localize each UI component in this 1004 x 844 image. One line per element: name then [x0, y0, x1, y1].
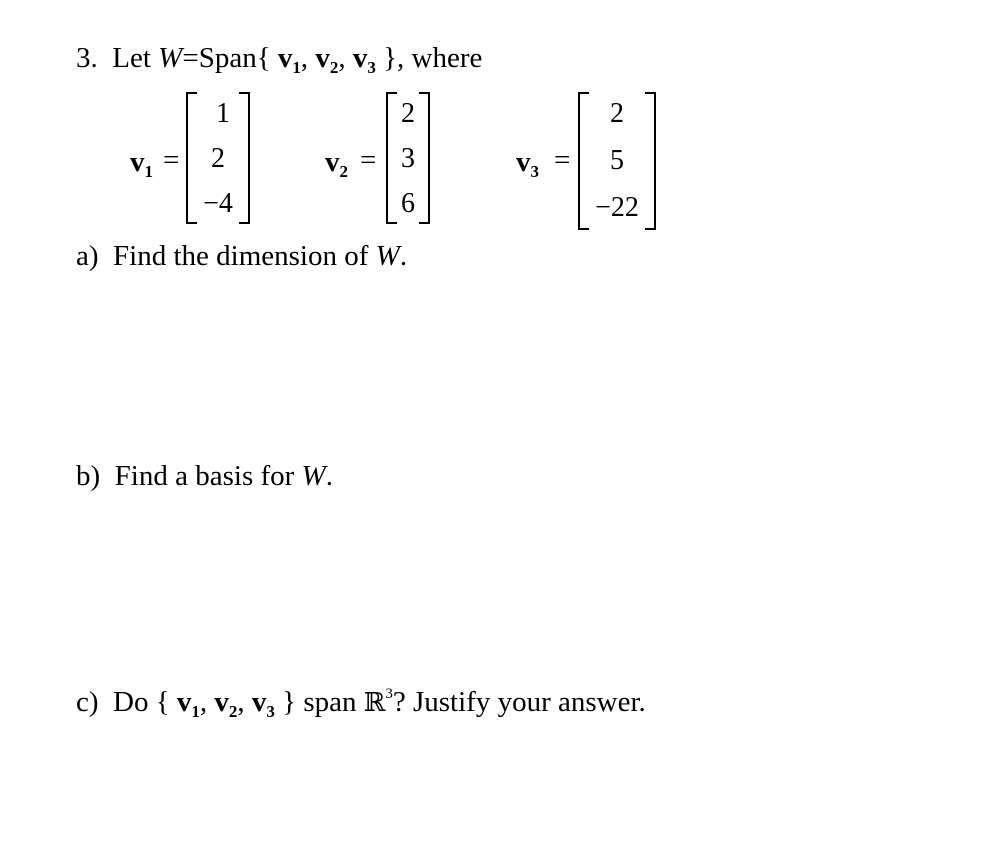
comma: , [338, 42, 346, 74]
close-brace: } [383, 42, 398, 74]
problem-number: 3. [76, 42, 98, 74]
vector-v1-entry: 1 [216, 98, 230, 129]
comma: , [237, 686, 245, 718]
vector-v3-matrix [578, 92, 656, 230]
let-word: Let [112, 42, 151, 74]
part-a-period: . [399, 240, 408, 272]
vector-v2-matrix [386, 92, 430, 224]
v3-symbol: $v_3$ [251, 686, 275, 721]
vector-v2-entry: 2 [401, 98, 415, 129]
part-a-text: Find the dimension of [113, 240, 369, 272]
part-a-var: W [375, 240, 400, 272]
vector-v3-entry: −22 [595, 192, 639, 223]
problem-statement [76, 42, 483, 77]
vector-v1-matrix [186, 92, 250, 224]
vector-v3-entry: 5 [610, 145, 624, 176]
v3-symbol: $v_3$ [352, 42, 376, 77]
vector-v2-equals: = [360, 144, 377, 176]
part-b-text: Find a basis for [114, 460, 295, 492]
close-brace: } [282, 686, 297, 718]
part-c [76, 686, 646, 721]
open-brace: { [155, 686, 170, 718]
part-c-span: span [303, 686, 357, 718]
vector-v1-label: $v_1$ [130, 146, 153, 181]
reals-exponent: 3 [385, 686, 393, 702]
part-a-label: a) [76, 240, 99, 272]
open-brace: { [256, 42, 271, 74]
vector-v1-equals: = [163, 144, 180, 176]
comma: , [300, 42, 309, 74]
v1-symbol: $v_1$ [176, 686, 200, 721]
equals-sign: = [182, 42, 199, 74]
part-a [76, 242, 407, 271]
vector-v3-equals: = [554, 144, 571, 176]
vector-v1-entry: −4 [203, 188, 233, 219]
part-b-period: . [325, 460, 333, 492]
part-c-do: Do [113, 686, 149, 718]
vector-v3-label: $v_3$ [516, 146, 539, 181]
vector-v3-entry: 2 [610, 98, 624, 129]
part-b-var: W [301, 460, 326, 492]
space-symbol: W [158, 42, 183, 74]
span-word: Span [198, 42, 257, 74]
v2-symbol: $v_2$ [214, 686, 238, 721]
vector-v2-entry: 3 [401, 143, 415, 174]
vector-v1-entry: 2 [211, 143, 225, 174]
v1-symbol: $v_1$ [277, 42, 301, 77]
part-c-end: ? Justify your answer. [392, 686, 646, 718]
part-b-label: b) [76, 460, 101, 492]
reals-symbol: ℝ [363, 688, 386, 718]
where-text: , where [397, 42, 483, 74]
vector-v2-entry: 6 [401, 188, 415, 219]
comma: , [199, 686, 208, 718]
part-c-label: c) [76, 686, 99, 718]
part-b [76, 462, 333, 491]
v2-symbol: $v_2$ [315, 42, 339, 77]
vector-v2-label: $v_2$ [325, 146, 348, 181]
